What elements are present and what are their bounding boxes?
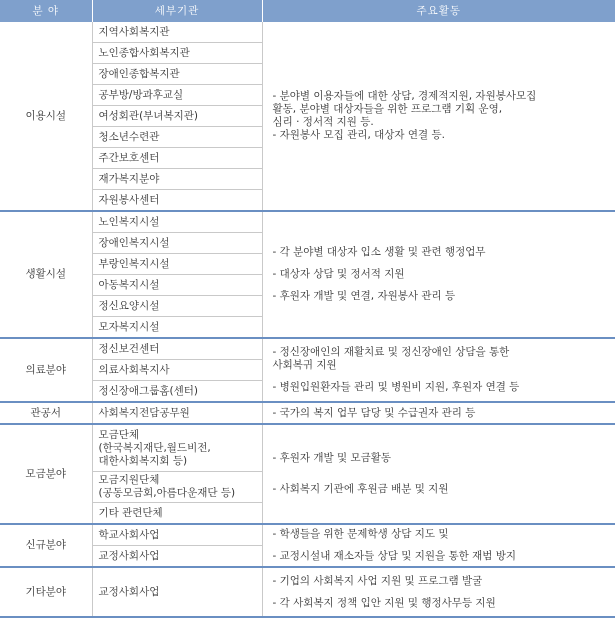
activity-line: - 기업의 사회복지 사업 지원 및 프로그램 발굴 [272, 574, 483, 587]
institution-cell: 주간보호센터 [92, 148, 262, 169]
table-row [0, 402, 615, 424]
activity-line: 심리 · 정서적 지원 등. [272, 116, 374, 128]
header-row [0, 0, 615, 22]
institution-cell: 정신요양시설 [92, 296, 262, 317]
category-cell: 의료분야 [0, 338, 92, 402]
header-category: 분 야 [0, 0, 92, 22]
institution-cell: 노인종합사회복지관 [92, 43, 262, 64]
activity-line: 사회복귀 지원 [272, 359, 337, 371]
institution-cell: 아동복지시설 [92, 275, 262, 296]
institution-cell: 교정사회사업 [92, 567, 262, 617]
activity-line: - 병원입원환자들 관리 및 병원비 지원, 후원자 연결 등 [272, 381, 520, 393]
institution-cell: 부랑인복지시설 [92, 254, 262, 275]
activity-line: - 사회복지 기관에 후원금 배분 및 지원 [272, 483, 449, 495]
institution-cell: 사회복지전담공무원 [92, 402, 262, 424]
activity-line: - 후원자 개발 및 모금활동 [272, 452, 392, 464]
institution-cell: 재가복지분야 [92, 169, 262, 190]
institution-cell: 의료사회복지사 [92, 360, 262, 381]
institution-cell: 노인복지시설 [92, 211, 262, 233]
category-cell: 모금분야 [0, 424, 92, 524]
activity-line: 활동, 분야별 대상자들을 위한 프로그램 기획 운영, [272, 103, 503, 115]
category-cell: 생활시설 [0, 211, 92, 338]
activity-line: - 교정시설내 재소자들 상담 및 지원을 통한 재범 방지 [272, 550, 516, 562]
institution-cell: 공부방/방과후교실 [92, 85, 262, 106]
category-cell: 기타분야 [0, 567, 92, 617]
activity-cell [262, 524, 615, 567]
activity-line: - 학생들을 위한 문제학생 상담 지도 및 [272, 528, 449, 540]
activity-line: - 국가의 복지 업무 담당 및 수급권자 관리 등 [272, 406, 476, 419]
institution-cell: 기타 관련단체 [92, 503, 262, 525]
institution-cell: 청소년수련관 [92, 127, 262, 148]
institution-cell: 여성회관(부녀복지관) [92, 106, 262, 127]
activity-cell [262, 424, 615, 524]
institution-cell: 모금지원단체 (공동모금회,아름다운재단 등) [92, 472, 262, 503]
table-row [0, 338, 615, 360]
header-institution: 세부기관 [92, 0, 262, 22]
activity-line: - 각 분야별 대상자 입소 생활 및 관련 행정업무 [272, 246, 486, 258]
activity-line: - 각 사회복지 정책 입안 지원 및 행정사무등 지원 [272, 596, 496, 609]
institution-cell: 장애인종합복지관 [92, 64, 262, 85]
institution-cell: 지역사회복지관 [92, 22, 262, 43]
activity-line: - 대상자 상담 및 정서적 지원 [272, 268, 405, 280]
institution-cell: 정신장애그룹홈(센터) [92, 381, 262, 403]
table-row [0, 424, 615, 472]
activity-line: - 정신장애인의 재활치료 및 정신장애인 상담을 통한 [272, 346, 510, 358]
institution-cell: 자원봉사센터 [92, 190, 262, 212]
table-row [0, 524, 615, 546]
category-cell: 관공서 [0, 402, 92, 424]
institution-cell: 정신보건센터 [92, 338, 262, 360]
activity-line: - 자원봉사 모집 관리, 대상자 연결 등. [272, 129, 445, 141]
institution-cell: 교정사회사업 [92, 546, 262, 568]
activity-cell [262, 211, 615, 338]
institution-cell: 모금단체 (한국복지재단,월드비전, 대한사회복지회 등) [92, 424, 262, 472]
institution-cell: 장애인복지시설 [92, 233, 262, 254]
activity-cell [262, 402, 615, 424]
activity-cell [262, 567, 615, 617]
category-cell: 이용시설 [0, 22, 92, 211]
activity-cell [262, 22, 615, 211]
activity-line: - 분야별 이용자들에 대한 상담, 경제적지원, 자원봉사모집 [272, 90, 537, 102]
table-row [0, 211, 615, 233]
institution-cell: 모자복지시설 [92, 317, 262, 339]
table-row [0, 22, 615, 43]
table-row [0, 567, 615, 617]
activity-line: - 후원자 개발 및 연결, 자원봉사 관리 등 [272, 290, 456, 302]
activity-cell [262, 338, 615, 402]
category-cell: 신규분야 [0, 524, 92, 567]
header-activity: 주요활동 [262, 0, 615, 22]
institution-cell: 학교사회사업 [92, 524, 262, 546]
